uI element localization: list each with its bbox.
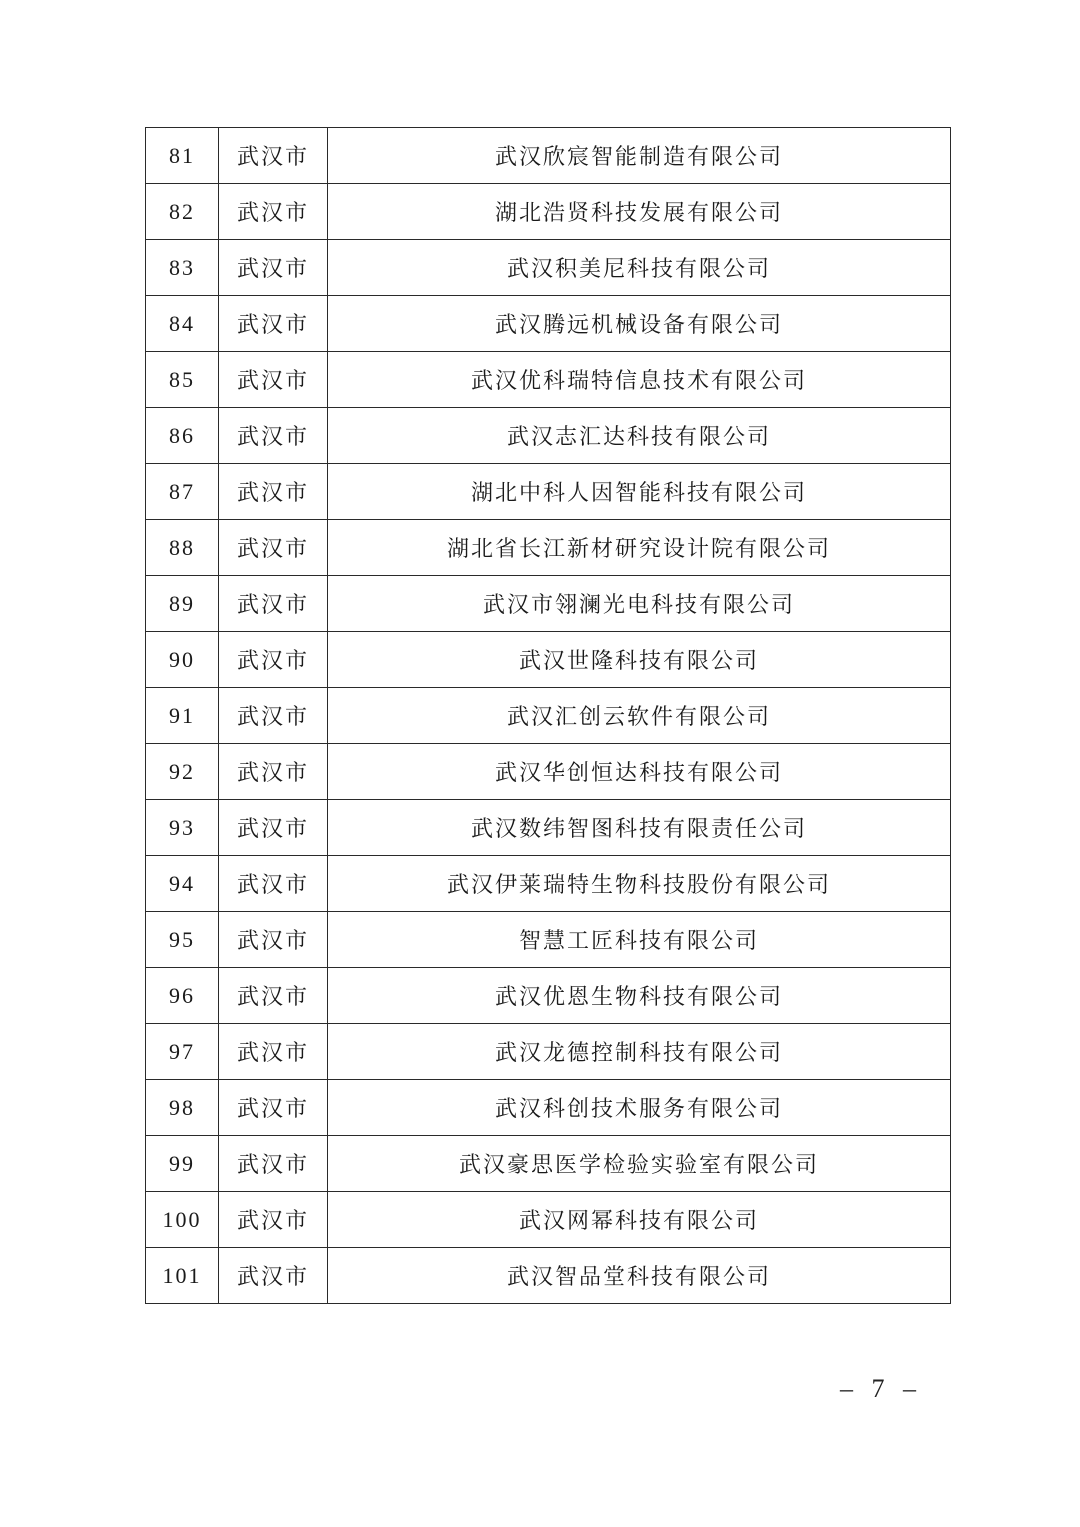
row-number-cell: 84: [146, 296, 219, 352]
row-number-cell: 82: [146, 184, 219, 240]
company-name-cell: 武汉数纬智图科技有限责任公司: [328, 800, 951, 856]
table-row: [146, 1024, 951, 1080]
row-number-cell: 99: [146, 1136, 219, 1192]
company-name-cell: 智慧工匠科技有限公司: [328, 912, 951, 968]
table-row: [146, 688, 951, 744]
company-name-cell: 武汉世隆科技有限公司: [328, 632, 951, 688]
row-number-cell: 94: [146, 856, 219, 912]
row-number-cell: 93: [146, 800, 219, 856]
table-row: [146, 632, 951, 688]
row-number-cell: 98: [146, 1080, 219, 1136]
company-name-cell: 湖北省长江新材研究设计院有限公司: [328, 520, 951, 576]
row-number-cell: 90: [146, 632, 219, 688]
table-row: [146, 1080, 951, 1136]
city-cell: 武汉市: [219, 1248, 328, 1304]
city-cell: 武汉市: [219, 688, 328, 744]
row-number-cell: 92: [146, 744, 219, 800]
table-row: [146, 184, 951, 240]
table-row: [146, 744, 951, 800]
table-row: [146, 408, 951, 464]
city-cell: 武汉市: [219, 1136, 328, 1192]
row-number-cell: 88: [146, 520, 219, 576]
row-number-cell: 85: [146, 352, 219, 408]
city-cell: 武汉市: [219, 184, 328, 240]
row-number-cell: 97: [146, 1024, 219, 1080]
company-name-cell: 武汉汇创云软件有限公司: [328, 688, 951, 744]
page-number: – 7 –: [840, 1374, 922, 1403]
table-row: [146, 576, 951, 632]
row-number-cell: 89: [146, 576, 219, 632]
row-number-cell: 83: [146, 240, 219, 296]
city-cell: 武汉市: [219, 576, 328, 632]
table-row: [146, 800, 951, 856]
city-cell: 武汉市: [219, 744, 328, 800]
city-cell: 武汉市: [219, 464, 328, 520]
row-number-cell: 91: [146, 688, 219, 744]
table-row: [146, 352, 951, 408]
city-cell: 武汉市: [219, 240, 328, 296]
row-number-cell: 81: [146, 128, 219, 184]
city-cell: 武汉市: [219, 632, 328, 688]
city-cell: 武汉市: [219, 352, 328, 408]
company-name-cell: 武汉网幂科技有限公司: [328, 1192, 951, 1248]
city-cell: 武汉市: [219, 968, 328, 1024]
table-row: [146, 128, 951, 184]
table-row: [146, 912, 951, 968]
city-cell: 武汉市: [219, 128, 328, 184]
table-row: [146, 520, 951, 576]
city-cell: 武汉市: [219, 1080, 328, 1136]
company-name-cell: 武汉市翎澜光电科技有限公司: [328, 576, 951, 632]
row-number-cell: 86: [146, 408, 219, 464]
table-body: [146, 128, 951, 1304]
city-cell: 武汉市: [219, 520, 328, 576]
row-number-cell: 100: [146, 1192, 219, 1248]
table-row: [146, 1248, 951, 1304]
company-name-cell: 武汉智品堂科技有限公司: [328, 1248, 951, 1304]
company-name-cell: 武汉科创技术服务有限公司: [328, 1080, 951, 1136]
table-row: [146, 296, 951, 352]
table-row: [146, 1192, 951, 1248]
city-cell: 武汉市: [219, 296, 328, 352]
city-cell: 武汉市: [219, 408, 328, 464]
company-name-cell: 武汉华创恒达科技有限公司: [328, 744, 951, 800]
company-name-cell: 武汉欣宸智能制造有限公司: [328, 128, 951, 184]
table-row: [146, 1136, 951, 1192]
company-name-cell: 武汉腾远机械设备有限公司: [328, 296, 951, 352]
city-cell: 武汉市: [219, 1024, 328, 1080]
company-name-cell: 武汉优恩生物科技有限公司: [328, 968, 951, 1024]
table-row: [146, 464, 951, 520]
company-name-cell: 武汉志汇达科技有限公司: [328, 408, 951, 464]
city-cell: 武汉市: [219, 1192, 328, 1248]
company-name-cell: 武汉优科瑞特信息技术有限公司: [328, 352, 951, 408]
row-number-cell: 87: [146, 464, 219, 520]
row-number-cell: 101: [146, 1248, 219, 1304]
table-row: [146, 240, 951, 296]
company-name-cell: 湖北中科人因智能科技有限公司: [328, 464, 951, 520]
company-name-cell: 武汉豪思医学检验实验室有限公司: [328, 1136, 951, 1192]
company-list-table: [145, 127, 951, 1304]
table-row: [146, 856, 951, 912]
company-name-cell: 湖北浩贤科技发展有限公司: [328, 184, 951, 240]
row-number-cell: 95: [146, 912, 219, 968]
city-cell: 武汉市: [219, 856, 328, 912]
company-name-cell: 武汉龙德控制科技有限公司: [328, 1024, 951, 1080]
row-number-cell: 96: [146, 968, 219, 1024]
company-name-cell: 武汉伊莱瑞特生物科技股份有限公司: [328, 856, 951, 912]
city-cell: 武汉市: [219, 800, 328, 856]
company-name-cell: 武汉积美尼科技有限公司: [328, 240, 951, 296]
city-cell: 武汉市: [219, 912, 328, 968]
table-row: [146, 968, 951, 1024]
